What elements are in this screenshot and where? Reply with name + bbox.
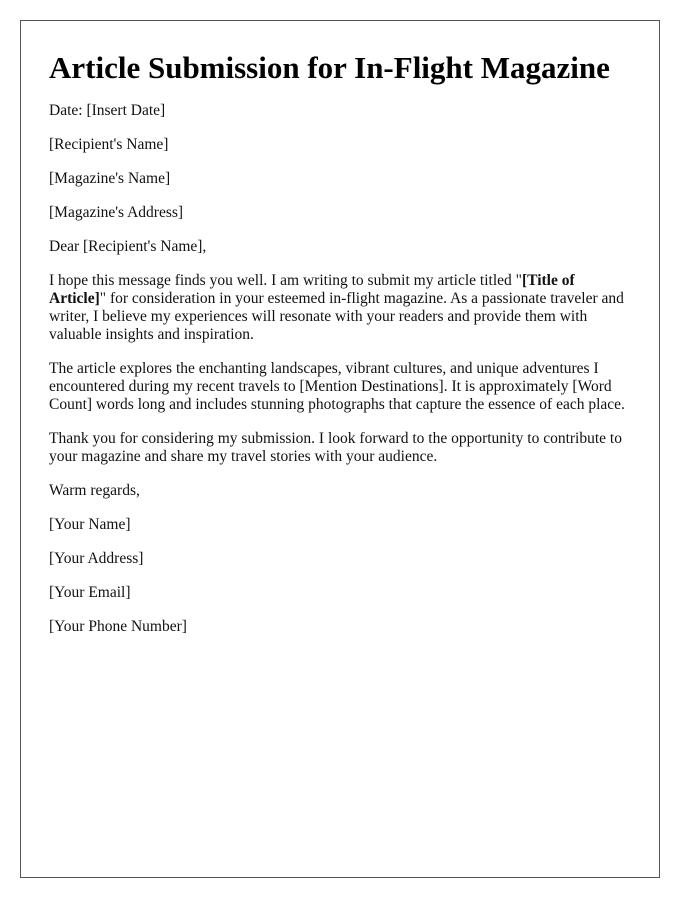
sender-address: [Your Address] bbox=[49, 550, 144, 568]
sender-email: [Your Email] bbox=[49, 584, 131, 602]
body-paragraph-intro bbox=[49, 272, 631, 344]
article-title-placeholder: [Title of Article] bbox=[49, 272, 575, 308]
sender-phone: [Your Phone Number] bbox=[49, 618, 187, 636]
letter-title: Article Submission for In-Flight Magazine bbox=[49, 50, 610, 85]
sender-name: [Your Name] bbox=[49, 516, 131, 534]
body-paragraph-article: The article explores the enchanting landscapes, vibrant cultures, and unique adventures I encountered during my recent travels to [Mention Destinations]. It is approximately [Word Count] words long and includes stunning photographs that capture the essence of each place. bbox=[49, 360, 625, 414]
magazine-name: [Magazine's Name] bbox=[49, 170, 171, 188]
recipient-name: [Recipient's Name] bbox=[49, 136, 169, 154]
date-line: Date: [Insert Date] bbox=[49, 102, 166, 120]
magazine-address: [Magazine's Address] bbox=[49, 204, 184, 222]
letter-page bbox=[20, 20, 660, 878]
closing: Warm regards, bbox=[49, 482, 140, 500]
intro-text-start: I hope this message finds you well. I am writing to submit my article titled " bbox=[49, 272, 522, 290]
intro-text-end: " for consideration in your esteemed in-flight magazine. As a passionate traveler and writer, I believe my experiences will resonate with your readers and provide them with valuable insights and inspiration. bbox=[49, 290, 624, 344]
salutation: Dear [Recipient's Name], bbox=[49, 238, 207, 256]
body-paragraph-thanks: Thank you for considering my submission. I look forward to the opportunity to contribute to your magazine and share my travel stories with your audience. bbox=[49, 430, 622, 466]
